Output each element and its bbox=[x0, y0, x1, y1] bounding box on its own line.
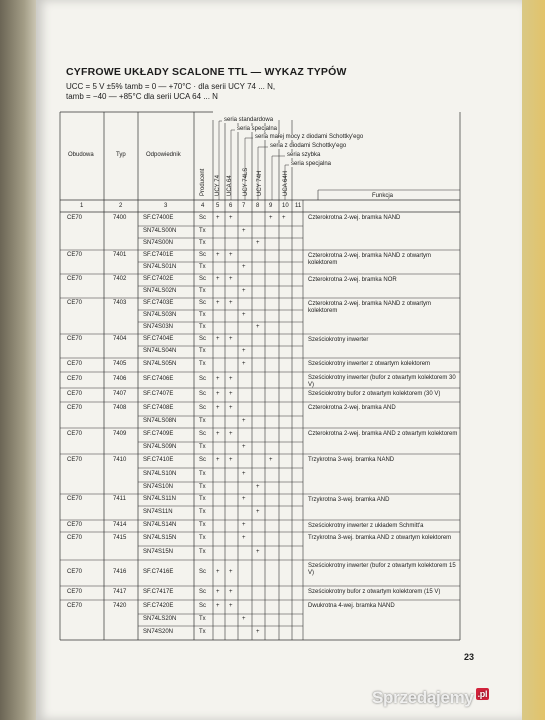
cell-series-mark: + bbox=[242, 287, 246, 294]
cell-obudowa: CE70 bbox=[67, 495, 83, 502]
cell-obudowa: CE70 bbox=[67, 456, 83, 463]
watermark-suffix: .pl bbox=[477, 689, 488, 699]
cell-typ: 7403 bbox=[113, 299, 127, 306]
column-number: 7 bbox=[242, 203, 246, 209]
cell-producent: Tx bbox=[199, 263, 206, 270]
cell-producent: Tx bbox=[199, 287, 206, 294]
cell-odpowiednik: SF.C7407E bbox=[143, 390, 174, 397]
cell-series-mark: + bbox=[256, 483, 260, 490]
cell-producent: Tx bbox=[199, 443, 206, 450]
cell-series-mark: + bbox=[229, 588, 233, 595]
cell-typ: 7407 bbox=[113, 390, 127, 397]
cell-producent: Sc bbox=[199, 404, 207, 411]
cell-series-mark: + bbox=[229, 430, 233, 437]
cell-producent: Tx bbox=[199, 534, 206, 541]
cell-funkcja: Sześciokrotny bufor z otwartym kolektorem (15 V) bbox=[308, 589, 441, 595]
series-label: seria specjalna bbox=[291, 161, 332, 167]
cell-series-mark: + bbox=[229, 568, 233, 575]
cell-series-mark: + bbox=[256, 628, 260, 635]
cell-funkcja: Sześciokrotny inwerter z układem Schmitt'a bbox=[308, 523, 424, 529]
cell-producent: Sc bbox=[199, 275, 207, 282]
cell-funkcja: Czterokrotna 2-wej. bramka AND z otwartym kolektorem bbox=[308, 431, 458, 437]
cell-producent: Tx bbox=[199, 360, 206, 367]
cell-series-mark: + bbox=[229, 390, 233, 397]
cell-producent: Tx bbox=[199, 227, 206, 234]
cell-odpowiednik: SN74S03N bbox=[143, 323, 174, 330]
cell-producent: Sc bbox=[199, 430, 207, 437]
cell-funkcja: Czterokrotna 2-wej. bramka NAND z otwartym kolektorem bbox=[308, 253, 432, 266]
cell-series-mark: + bbox=[242, 495, 246, 502]
cell-series-mark: + bbox=[242, 417, 246, 424]
cell-odpowiednik: SF.C7409E bbox=[143, 430, 174, 437]
cell-typ: 7401 bbox=[113, 251, 127, 258]
header-ucy74ls: UCY 74LS bbox=[243, 167, 249, 196]
cell-series-mark: + bbox=[242, 521, 246, 528]
cell-producent: Sc bbox=[199, 390, 207, 397]
cell-typ: 7409 bbox=[113, 430, 127, 437]
cell-producent: Tx bbox=[199, 615, 206, 622]
cell-obudowa: CE70 bbox=[67, 430, 83, 437]
cell-producent: Tx bbox=[199, 521, 206, 528]
column-number: 10 bbox=[282, 203, 289, 209]
cell-obudowa: CE70 bbox=[67, 275, 83, 282]
cell-producent: Tx bbox=[199, 508, 206, 515]
header-funkcja: Funkcja bbox=[372, 193, 394, 199]
cell-funkcja: Sześciokrotny inwerter (bufor z otwartym kolektorem 30 V) bbox=[308, 375, 456, 388]
header-typ: Typ bbox=[116, 152, 126, 158]
cell-odpowiednik: SF.C7403E bbox=[143, 299, 174, 306]
cell-obudowa: CE70 bbox=[67, 568, 83, 575]
cell-series-mark: + bbox=[216, 275, 220, 282]
cell-series-mark: + bbox=[256, 323, 260, 330]
cell-funkcja: Sześciokrotny bufor z otwartym kolektorem (30 V) bbox=[308, 391, 441, 397]
cell-series-mark: + bbox=[282, 214, 286, 221]
cell-series-mark: + bbox=[242, 360, 246, 367]
cell-odpowiednik: SN74LS20N bbox=[143, 615, 177, 622]
cell-series-mark: + bbox=[216, 251, 220, 258]
cell-obudowa: CE70 bbox=[67, 214, 83, 221]
column-number: 9 bbox=[269, 203, 273, 209]
column-number: 1 bbox=[80, 203, 84, 209]
cell-producent: Sc bbox=[199, 214, 207, 221]
header-odpowiednik: Odpowiednik bbox=[146, 152, 181, 158]
cell-odpowiednik: SF.C7417E bbox=[143, 588, 174, 595]
cell-series-mark: + bbox=[229, 602, 233, 609]
operating-conditions-line-2: tamb = −40 — +85°C dla serii UCA 64 ... N bbox=[66, 92, 218, 101]
cell-typ: 7406 bbox=[113, 375, 127, 382]
cell-series-mark: + bbox=[216, 390, 220, 397]
cell-series-mark: + bbox=[216, 588, 220, 595]
cell-odpowiednik: SF.C7408E bbox=[143, 404, 174, 411]
cell-funkcja: Czterokrotna 2-wej. bramka NAND bbox=[308, 215, 401, 221]
cell-odpowiednik: SN74LS09N bbox=[143, 443, 177, 450]
cell-producent: Tx bbox=[199, 239, 206, 246]
page-number: 23 bbox=[464, 652, 475, 662]
cell-series-mark: + bbox=[269, 214, 273, 221]
cell-series-mark: + bbox=[242, 227, 246, 234]
column-number: 4 bbox=[201, 203, 205, 209]
series-label: seria standardowa bbox=[224, 117, 274, 123]
series-label: seria małej mocy z diodami Schottky'ego bbox=[255, 134, 364, 140]
header-ucy74h: UCY 74H bbox=[257, 170, 263, 196]
page-title: CYFROWE UKŁADY SCALONE TTL — WYKAZ TYPÓW bbox=[66, 66, 347, 78]
cell-odpowiednik: SN74LS14N bbox=[143, 521, 177, 528]
cell-producent: Sc bbox=[199, 251, 207, 258]
cell-odpowiednik: SN74S20N bbox=[143, 628, 174, 635]
cell-series-mark: + bbox=[256, 548, 260, 555]
cell-odpowiednik: SF.C7401E bbox=[143, 251, 174, 258]
cell-typ: 7416 bbox=[113, 568, 127, 575]
cell-series-mark: + bbox=[216, 568, 220, 575]
cell-obudowa: CE70 bbox=[67, 588, 83, 595]
cell-typ: 7405 bbox=[113, 360, 127, 367]
cell-series-mark: + bbox=[229, 299, 233, 306]
column-number: 6 bbox=[229, 203, 233, 209]
cell-funkcja: Trzykrotna 3-wej. bramka AND z otwartym kolektorem bbox=[308, 535, 452, 541]
header-uca64h: UCA 64H bbox=[283, 170, 289, 196]
cell-series-mark: + bbox=[216, 299, 220, 306]
cell-series-mark: + bbox=[216, 335, 220, 342]
cell-typ: 7410 bbox=[113, 456, 127, 463]
cell-odpowiednik: SF.C7410E bbox=[143, 456, 174, 463]
cell-obudowa: CE70 bbox=[67, 390, 83, 397]
cell-odpowiednik: SN74LS05N bbox=[143, 360, 177, 367]
cell-funkcja: Czterokrotna 2-wej. bramka AND bbox=[308, 405, 396, 411]
cell-odpowiednik: SF.C7406E bbox=[143, 375, 174, 382]
cell-typ: 7415 bbox=[113, 534, 127, 541]
cell-obudowa: CE70 bbox=[67, 360, 83, 367]
cell-obudowa: CE70 bbox=[67, 521, 83, 528]
cell-series-mark: + bbox=[229, 404, 233, 411]
cell-odpowiednik: SN74LS11N bbox=[143, 495, 176, 502]
cell-series-mark: + bbox=[229, 275, 233, 282]
column-number: 11 bbox=[295, 203, 302, 209]
cell-funkcja: Sześciokrotny inwerter bbox=[308, 337, 369, 343]
cell-typ: 7414 bbox=[113, 521, 127, 528]
cell-obudowa: CE70 bbox=[67, 404, 83, 411]
cell-odpowiednik: SN74LS04N bbox=[143, 347, 177, 354]
cell-series-mark: + bbox=[269, 456, 273, 463]
operating-conditions-line-1: UCC = 5 V ±5% tamb = 0 — +70°C · dla serii UCY 74 ... N, bbox=[66, 82, 276, 91]
cell-odpowiednik: SF.C7416E bbox=[143, 568, 174, 575]
cell-series-mark: + bbox=[216, 214, 220, 221]
cell-typ: 7404 bbox=[113, 335, 127, 342]
cell-producent: Sc bbox=[199, 588, 207, 595]
cell-series-mark: + bbox=[216, 375, 220, 382]
cell-odpowiednik: SN74S15N bbox=[143, 548, 174, 555]
cell-typ: 7420 bbox=[113, 602, 127, 609]
header-uca64: UCA 64 bbox=[227, 175, 233, 196]
header-obudowa: Obudowa bbox=[68, 152, 94, 158]
cell-producent: Sc bbox=[199, 456, 207, 463]
cell-series-mark: + bbox=[242, 470, 246, 477]
cell-funkcja: Trzykrotna 3-wej. bramka NAND bbox=[308, 457, 395, 463]
cell-obudowa: CE70 bbox=[67, 335, 83, 342]
cell-funkcja: Trzykrotna 3-wej. bramka AND bbox=[308, 497, 390, 503]
cell-odpowiednik: SF.C7404E bbox=[143, 335, 174, 342]
cell-odpowiednik: SN74S00N bbox=[143, 239, 174, 246]
cell-odpowiednik: SF.C7420E bbox=[143, 602, 174, 609]
cell-series-mark: + bbox=[216, 404, 220, 411]
cell-typ: 7408 bbox=[113, 404, 127, 411]
cell-obudowa: CE70 bbox=[67, 251, 83, 258]
cell-series-mark: + bbox=[242, 311, 246, 318]
cell-producent: Tx bbox=[199, 470, 206, 477]
cell-typ: 7402 bbox=[113, 275, 127, 282]
cell-series-mark: + bbox=[229, 456, 233, 463]
cell-series-mark: + bbox=[242, 443, 246, 450]
cell-producent: Sc bbox=[199, 602, 207, 609]
cell-series-mark: + bbox=[229, 375, 233, 382]
cell-obudowa: CE70 bbox=[67, 602, 83, 609]
cell-producent: Tx bbox=[199, 495, 206, 502]
cell-odpowiednik: SF.C7400E bbox=[143, 214, 174, 221]
cell-producent: Sc bbox=[199, 299, 207, 306]
cell-producent: Sc bbox=[199, 375, 207, 382]
column-number: 8 bbox=[256, 203, 260, 209]
column-number: 2 bbox=[119, 203, 123, 209]
cell-funkcja: Czterokrotna 2-wej. bramka NOR bbox=[308, 277, 397, 283]
cell-odpowiednik: SN74LS01N bbox=[143, 263, 177, 270]
cell-typ: 7400 bbox=[113, 214, 127, 221]
column-number: 5 bbox=[216, 203, 220, 209]
cell-series-mark: + bbox=[216, 430, 220, 437]
cell-funkcja: Czterokrotna 2-wej. bramka NAND z otwartym kolektorem bbox=[308, 301, 432, 314]
cell-odpowiednik: SN74LS10N bbox=[143, 470, 177, 477]
cell-series-mark: + bbox=[256, 508, 260, 515]
cell-funkcja: Sześciokrotny inwerter z otwartym kolektorem bbox=[308, 361, 431, 367]
cell-funkcja: Dwukrotna 4-wej. bramka NAND bbox=[308, 603, 395, 609]
cell-series-mark: + bbox=[242, 615, 246, 622]
column-number: 3 bbox=[164, 203, 168, 209]
cell-series-mark: + bbox=[229, 214, 233, 221]
header-producent: Producent bbox=[200, 168, 206, 196]
cell-odpowiednik: SN74LS08N bbox=[143, 417, 177, 424]
cell-producent: Tx bbox=[199, 548, 206, 555]
cell-odpowiednik: SF.C7402E bbox=[143, 275, 174, 282]
cell-producent: Tx bbox=[199, 347, 206, 354]
cell-producent: Tx bbox=[199, 628, 206, 635]
cell-odpowiednik: SN74S10N bbox=[143, 483, 174, 490]
cell-odpowiednik: SN74S11N bbox=[143, 508, 173, 515]
cell-producent: Sc bbox=[199, 568, 207, 575]
cell-series-mark: + bbox=[216, 456, 220, 463]
series-label: seria z diodami Schottky'ego bbox=[270, 143, 347, 149]
cell-typ: 7411 bbox=[113, 495, 126, 502]
watermark-logo bbox=[372, 688, 489, 708]
series-label: seria szybka bbox=[287, 152, 321, 158]
cell-series-mark: + bbox=[229, 251, 233, 258]
header-ucy74: UCY 74 bbox=[215, 175, 221, 196]
cell-odpowiednik: SN74LS03N bbox=[143, 311, 177, 318]
cell-producent: Tx bbox=[199, 323, 206, 330]
cell-series-mark: + bbox=[256, 239, 260, 246]
cell-odpowiednik: SN74LS00N bbox=[143, 227, 177, 234]
cell-funkcja: Sześciokrotny inwerter (bufor z otwartym kolektorem 15 V) bbox=[308, 563, 456, 576]
cell-obudowa: CE70 bbox=[67, 375, 83, 382]
cell-odpowiednik: SN74LS02N bbox=[143, 287, 177, 294]
series-label: seria specjalna bbox=[237, 126, 278, 132]
cell-obudowa: CE70 bbox=[67, 299, 83, 306]
cell-typ: 7417 bbox=[113, 588, 127, 595]
cell-series-mark: + bbox=[242, 263, 246, 270]
cell-series-mark: + bbox=[216, 602, 220, 609]
cell-odpowiednik: SN74LS15N bbox=[143, 534, 177, 541]
cell-producent: Tx bbox=[199, 483, 206, 490]
cell-series-mark: + bbox=[242, 534, 246, 541]
cell-producent: Tx bbox=[199, 311, 206, 318]
cell-series-mark: + bbox=[242, 347, 246, 354]
watermark-text: Sprzedajemy bbox=[372, 688, 474, 707]
cell-producent: Sc bbox=[199, 335, 207, 342]
cell-obudowa: CE70 bbox=[67, 534, 83, 541]
cell-producent: Tx bbox=[199, 417, 206, 424]
cell-series-mark: + bbox=[229, 335, 233, 342]
